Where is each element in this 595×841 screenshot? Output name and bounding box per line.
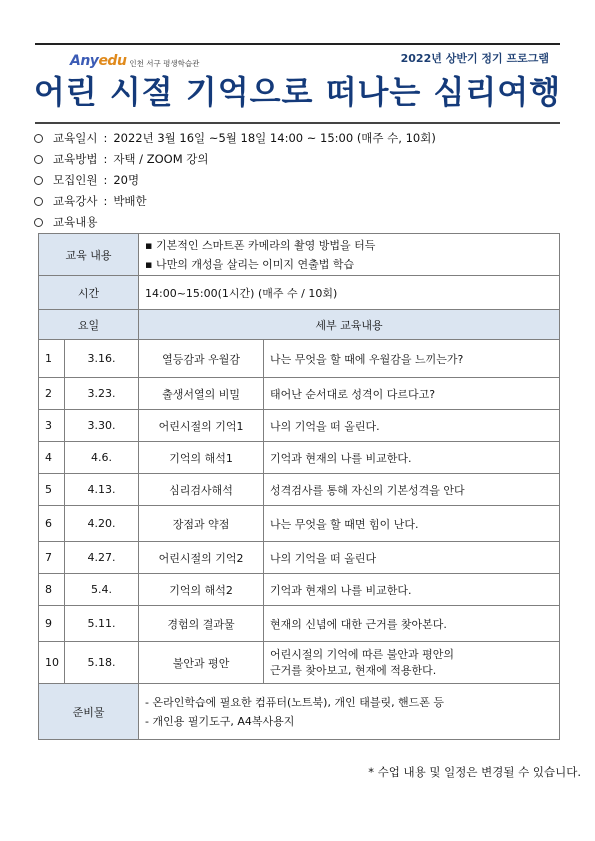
session-date: 4.27.	[65, 542, 139, 574]
table-row	[39, 378, 560, 410]
info-item-capacity	[34, 170, 564, 191]
table-row	[39, 606, 560, 642]
info-item-date	[34, 128, 564, 149]
session-description	[264, 642, 560, 684]
logo-org-name: 인천 서구 평생학습관	[129, 59, 200, 68]
session-description: 나의 기억을 떠 올린다.	[264, 410, 560, 442]
session-topic: 출생서열의 비밀	[139, 378, 264, 410]
info-separator: :	[103, 131, 108, 145]
time-value: 14:00~15:00(1시간) (매주 수 / 10회)	[139, 276, 560, 310]
session-date: 3.30.	[65, 410, 139, 442]
table-row	[39, 340, 560, 378]
bullet-circle-icon	[34, 134, 43, 143]
time-row	[39, 276, 560, 310]
info-separator: :	[103, 173, 108, 187]
content-label: 교육 내용	[39, 234, 139, 276]
logo-wordmark: Anyedu	[70, 53, 127, 69]
session-description-line: 근거를 찾아보고, 현재에 적용한다.	[270, 663, 437, 677]
supplies-item: - 개인용 필기도구, A4복사용지	[145, 714, 295, 728]
info-value: 2022년 3월 16일 ~5월 18일 14:00 ~ 15:00 (매주 수, 10회)	[113, 131, 436, 145]
info-label: 모집인원	[53, 173, 98, 187]
info-value: 자택 / ZOOM 강의	[113, 152, 209, 166]
page-title: 어린 시절 기억으로 떠나는 심리여행	[33, 73, 562, 111]
session-date: 5.4.	[65, 574, 139, 606]
session-number: 8	[39, 574, 65, 606]
session-topic: 열등감과 우월감	[139, 340, 264, 378]
table-row	[39, 410, 560, 442]
change-notice: * 수업 내용 및 일정은 변경될 수 있습니다.	[368, 765, 581, 779]
session-number: 7	[39, 542, 65, 574]
schedule-table	[38, 233, 560, 740]
session-topic: 기억의 해석1	[139, 442, 264, 474]
info-label: 교육내용	[53, 215, 98, 229]
session-number: 1	[39, 340, 65, 378]
session-description: 나는 무엇을 할 때에 우월감을 느끼는가?	[264, 340, 560, 378]
session-number: 5	[39, 474, 65, 506]
schedule-header-row	[39, 310, 560, 340]
title-rule	[35, 122, 560, 124]
info-list	[34, 128, 564, 233]
square-bullet-icon: ▪	[145, 238, 153, 252]
content-row	[39, 234, 560, 276]
info-item-content	[34, 212, 564, 233]
session-date: 4.6.	[65, 442, 139, 474]
supplies-row	[39, 684, 560, 740]
bullet-circle-icon	[34, 176, 43, 185]
session-topic: 어린시절의 기억1	[139, 410, 264, 442]
info-label: 교육강사	[53, 194, 98, 208]
session-description: 나는 무엇을 할 때면 힘이 난다.	[264, 506, 560, 542]
square-bullet-icon: ▪	[145, 257, 153, 271]
info-separator: :	[103, 152, 108, 166]
session-number: 4	[39, 442, 65, 474]
session-description: 현재의 신념에 대한 근거를 찾아본다.	[264, 606, 560, 642]
bullet-circle-icon	[34, 197, 43, 206]
session-number: 3	[39, 410, 65, 442]
content-item: ▪ 나만의 개성을 살리는 이미지 연출법 학습	[145, 257, 355, 271]
session-date: 3.16.	[65, 340, 139, 378]
session-number: 2	[39, 378, 65, 410]
session-date: 3.23.	[65, 378, 139, 410]
supplies-item: - 온라인학습에 필요한 컴퓨터(노트북), 개인 태블릿, 핸드폰 등	[145, 695, 445, 709]
session-date: 4.13.	[65, 474, 139, 506]
session-topic: 심리검사해석	[139, 474, 264, 506]
session-topic: 경험의 결과물	[139, 606, 264, 642]
table-row	[39, 442, 560, 474]
bullet-circle-icon	[34, 155, 43, 164]
detail-header: 세부 교육내용	[139, 310, 560, 340]
table-row	[39, 574, 560, 606]
supplies-label: 준비물	[39, 684, 139, 740]
table-row	[39, 542, 560, 574]
info-separator: :	[103, 194, 108, 208]
info-item-instructor	[34, 191, 564, 212]
info-label: 교육일시	[53, 131, 98, 145]
session-description: 나의 기억을 떠 올린다	[264, 542, 560, 574]
info-value: 박배한	[113, 194, 147, 208]
session-description: 기억과 현재의 나를 비교한다.	[264, 574, 560, 606]
program-subtitle: 2022년 상반기 정기 프로그램	[400, 52, 549, 65]
session-date: 5.11.	[65, 606, 139, 642]
info-item-method	[34, 149, 564, 170]
content-items	[139, 234, 560, 276]
session-date: 4.20.	[65, 506, 139, 542]
session-topic: 어린시절의 기억2	[139, 542, 264, 574]
session-topic: 장점과 약점	[139, 506, 264, 542]
session-description-line: 어린시절의 기억에 따른 불안과 평안의	[270, 647, 455, 661]
table-row	[39, 474, 560, 506]
supplies-list	[139, 684, 560, 740]
session-description: 기억과 현재의 나를 비교한다.	[264, 442, 560, 474]
session-topic: 기억의 해석2	[139, 574, 264, 606]
session-number: 10	[39, 642, 65, 684]
day-header: 요일	[39, 310, 139, 340]
session-description: 태어난 순서대로 성격이 다르다고?	[264, 378, 560, 410]
session-date: 5.18.	[65, 642, 139, 684]
session-topic: 불안과 평안	[139, 642, 264, 684]
time-label: 시간	[39, 276, 139, 310]
table-row	[39, 506, 560, 542]
bullet-circle-icon	[34, 218, 43, 227]
top-rule	[35, 43, 560, 45]
info-value: 20명	[113, 173, 140, 187]
session-description: 성격검사를 통해 자신의 기본성격을 안다	[264, 474, 560, 506]
session-number: 6	[39, 506, 65, 542]
session-number: 9	[39, 606, 65, 642]
logo	[70, 52, 199, 68]
content-item: ▪ 기본적인 스마트폰 카메라의 촬영 방법을 터득	[145, 238, 376, 252]
table-row	[39, 642, 560, 684]
info-label: 교육방법	[53, 152, 98, 166]
